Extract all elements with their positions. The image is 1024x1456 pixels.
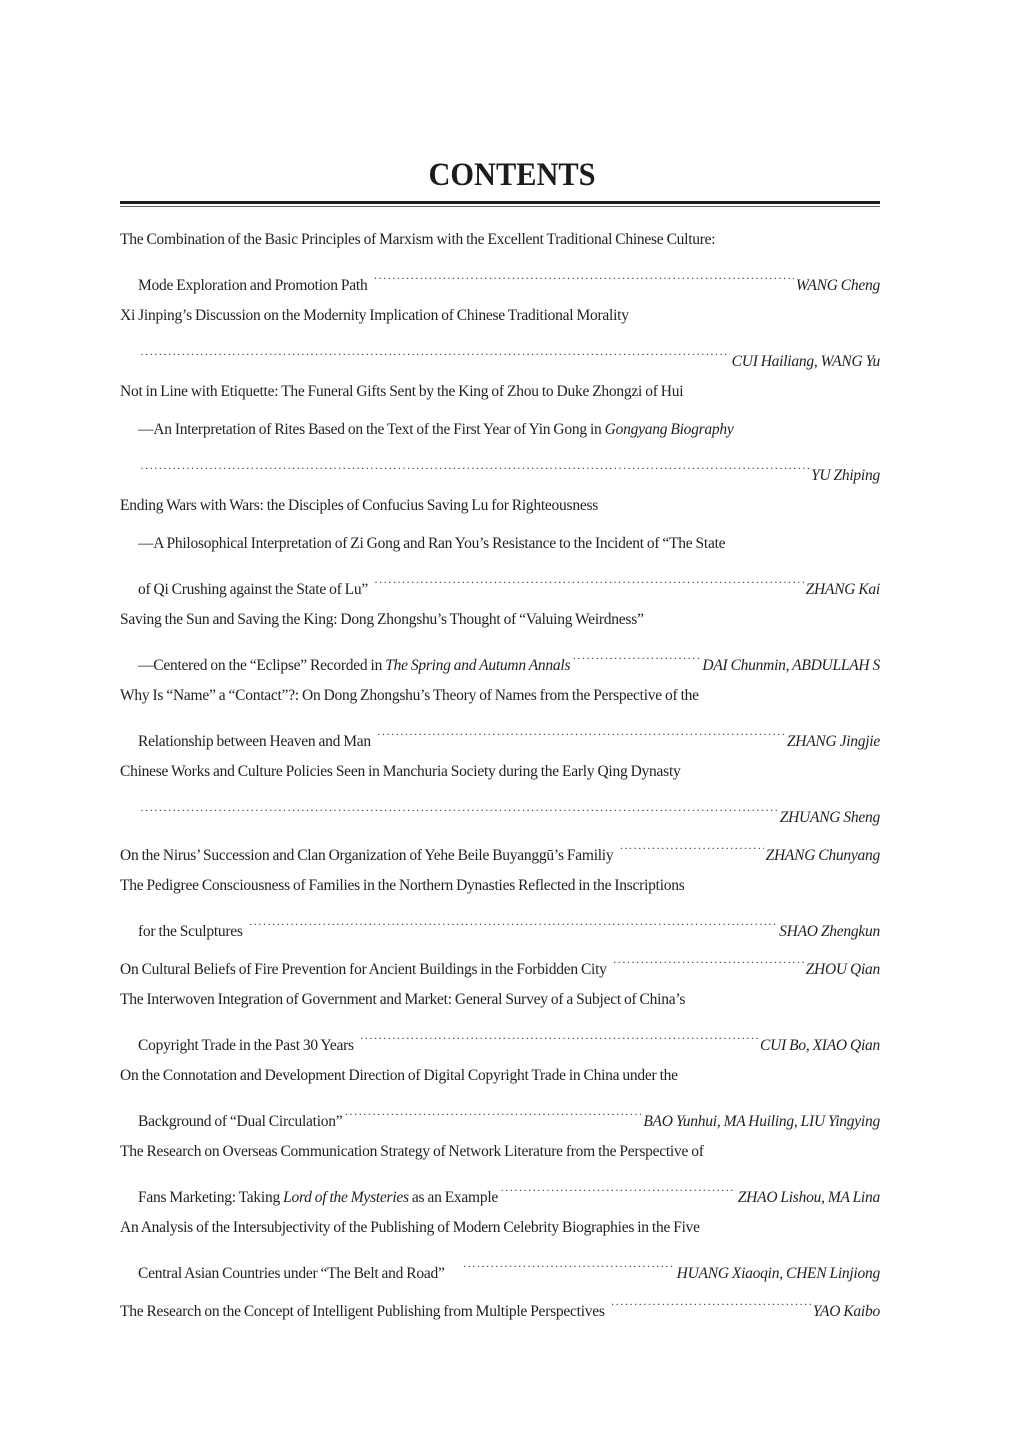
entry-title: An Analysis of the Intersubjectivity of the Publishing of Modern Celebrity Biographies in the Five	[120, 1219, 700, 1236]
toc-entry-title-line[interactable]	[120, 228, 880, 266]
toc-entry-title-line[interactable]	[120, 1064, 880, 1102]
toc-entry-author-line[interactable]	[120, 1178, 880, 1216]
page-title: CONTENTS	[428, 157, 596, 193]
dot-leader	[572, 646, 700, 670]
entry-subtitle: —Centered on the “Eclipse” Recorded in	[138, 657, 386, 674]
toc-entry-title-line[interactable]	[120, 494, 880, 532]
dot-leader	[344, 1102, 641, 1126]
toc-entry-author-line[interactable]	[120, 570, 880, 608]
entry-title: Xi Jinping’s Discussion on the Modernity Implication of Chinese Traditional Morality	[120, 307, 629, 324]
toc-entry-author-line[interactable]	[120, 342, 880, 380]
entry-title: Why Is “Name” a “Contact”?: On Dong Zhongshu’s Theory of Names from the Perspective of the	[120, 687, 699, 704]
entry-title: The Research on Overseas Communication Strategy of Network Literature from the Perspective of	[120, 1143, 704, 1160]
toc-entry-author-line[interactable]	[120, 1026, 880, 1064]
toc-entry-author-line[interactable]	[120, 1102, 880, 1140]
entry-author: ZHANG Jingjie	[786, 733, 880, 750]
dot-leader	[140, 798, 778, 822]
toc-entry-author-line[interactable]	[120, 1254, 880, 1292]
entry-title: On Cultural Beliefs of Fire Prevention for Ancient Buildings in the Forbidden City	[120, 961, 607, 978]
dot-leader	[500, 1178, 736, 1202]
entry-author: ZHANG Chunyang	[765, 847, 880, 864]
entry-title-continued: Relationship between Heaven and Man	[138, 733, 371, 750]
toc-entry-subtitle-line[interactable]	[120, 418, 880, 456]
entry-author: YAO Kaibo	[812, 1303, 880, 1320]
toc-entry-title-line[interactable]	[120, 760, 880, 798]
dot-leader	[140, 342, 730, 366]
toc-entry-author-line[interactable]	[120, 912, 880, 950]
toc-entry-author-line[interactable]	[120, 950, 880, 988]
entry-title: The Pedigree Consciousness of Families in the Northern Dynasties Reflected in the Inscriptions	[120, 877, 685, 894]
toc-entry-author-line[interactable]	[120, 646, 880, 684]
dot-leader	[613, 950, 804, 974]
toc-entry-title-line[interactable]	[120, 304, 880, 342]
dot-leader	[377, 722, 785, 746]
entry-author: CUI Bo, XIAO Qian	[760, 1037, 880, 1054]
entry-title-continued: Copyright Trade in the Past 30 Years	[138, 1037, 354, 1054]
toc-entry-author-line[interactable]	[120, 266, 880, 304]
entry-title: On the Connotation and Development Direction of Digital Copyright Trade in China under the	[120, 1067, 678, 1084]
entry-title-continued: Fans Marketing: Taking	[138, 1189, 284, 1206]
dot-leader	[611, 1292, 811, 1316]
entry-title-continued: Background of “Dual Circulation”	[138, 1113, 343, 1130]
entry-title-continued: for the Sculptures	[138, 923, 243, 940]
entry-title: The Research on the Concept of Intelligent Publishing from Multiple Perspectives	[120, 1303, 605, 1320]
entry-subtitle-italic: The Spring and Autumn Annals	[385, 657, 571, 674]
dot-leader	[619, 836, 763, 860]
toc-entry-title-line[interactable]	[120, 608, 880, 646]
entry-title: Chinese Works and Culture Policies Seen in Manchuria Society during the Early Qing Dynasty	[120, 763, 681, 780]
entry-author: DAI Chunmin, ABDULLAH S	[702, 657, 880, 674]
entry-subtitle: —A Philosophical Interpretation of Zi Gong and Ran You’s Resistance to the Incident of “The State	[138, 535, 726, 552]
dot-leader	[463, 1254, 675, 1278]
toc-entry-author-line[interactable]	[120, 456, 880, 494]
entry-title: Ending Wars with Wars: the Disciples of Confucius Saving Lu for Righteousness	[120, 497, 599, 514]
dot-leader	[374, 570, 804, 594]
entry-author: ZHOU Qian	[805, 961, 880, 978]
toc-entry-title-line[interactable]	[120, 380, 880, 418]
entry-author: CUI Hailiang, WANG Yu	[731, 353, 880, 370]
entry-subtitle-italic: Gongyang Biography	[604, 421, 734, 438]
entry-title: Not in Line with Etiquette: The Funeral Gifts Sent by the King of Zhou to Duke Zhongzi of Hui	[120, 383, 684, 400]
dot-leader	[249, 912, 777, 936]
entry-title-continued: Mode Exploration and Promotion Path	[138, 277, 368, 294]
title-rule-thick	[120, 201, 880, 204]
entry-author: BAO Yunhui, MA Huiling, LIU Yingying	[643, 1113, 880, 1130]
entry-subtitle-continued: of Qi Crushing against the State of Lu”	[138, 581, 368, 598]
toc-entry-title-line[interactable]	[120, 1140, 880, 1178]
entry-author: WANG Cheng	[795, 277, 880, 294]
entry-title-italic: Lord of the Mysteries	[283, 1189, 409, 1206]
toc-entry-author-line[interactable]	[120, 1292, 880, 1330]
toc-entry-title-line[interactable]	[120, 988, 880, 1026]
entry-subtitle: —An Interpretation of Rites Based on the Text of the First Year of Yin Gong in	[138, 421, 605, 438]
entry-author: ZHUANG Sheng	[779, 809, 880, 826]
entry-author: SHAO Zhengkun	[779, 923, 880, 940]
entry-author: HUANG Xiaoqin, CHEN Linjiong	[676, 1265, 880, 1282]
dot-leader	[140, 456, 809, 480]
toc-entry-author-line[interactable]	[120, 798, 880, 836]
entry-title: On the Nirus’ Succession and Clan Organization of Yehe Beile Buyanggū’s Familiy	[120, 847, 614, 864]
entry-title: The Combination of the Basic Principles of Marxism with the Excellent Traditional Chinese Culture:	[120, 231, 716, 248]
toc-entry-title-line[interactable]	[120, 874, 880, 912]
dot-leader	[373, 266, 793, 290]
dot-leader	[360, 1026, 758, 1050]
entry-title-continued-suffix: as an Example	[408, 1189, 499, 1206]
toc-entry-author-line[interactable]	[120, 836, 880, 874]
toc-entry-subtitle-line[interactable]	[120, 532, 880, 570]
entry-author: YU Zhiping	[811, 467, 880, 484]
toc-entry-author-line[interactable]	[120, 722, 880, 760]
toc-entry-title-line[interactable]	[120, 684, 880, 722]
entry-title: The Interwoven Integration of Government and Market: General Survey of a Subject of China’s	[120, 991, 686, 1008]
toc-entry-title-line[interactable]	[120, 1216, 880, 1254]
entry-title-continued: Central Asian Countries under “The Belt and Road”	[138, 1265, 445, 1282]
table-of-contents	[120, 228, 880, 1330]
title-rule-thin	[120, 206, 880, 207]
entry-author: ZHANG Kai	[805, 581, 880, 598]
entry-author: ZHAO Lishou, MA Lina	[737, 1189, 880, 1206]
entry-title: Saving the Sun and Saving the King: Dong Zhongshu’s Thought of “Valuing Weirdness”	[120, 611, 644, 628]
